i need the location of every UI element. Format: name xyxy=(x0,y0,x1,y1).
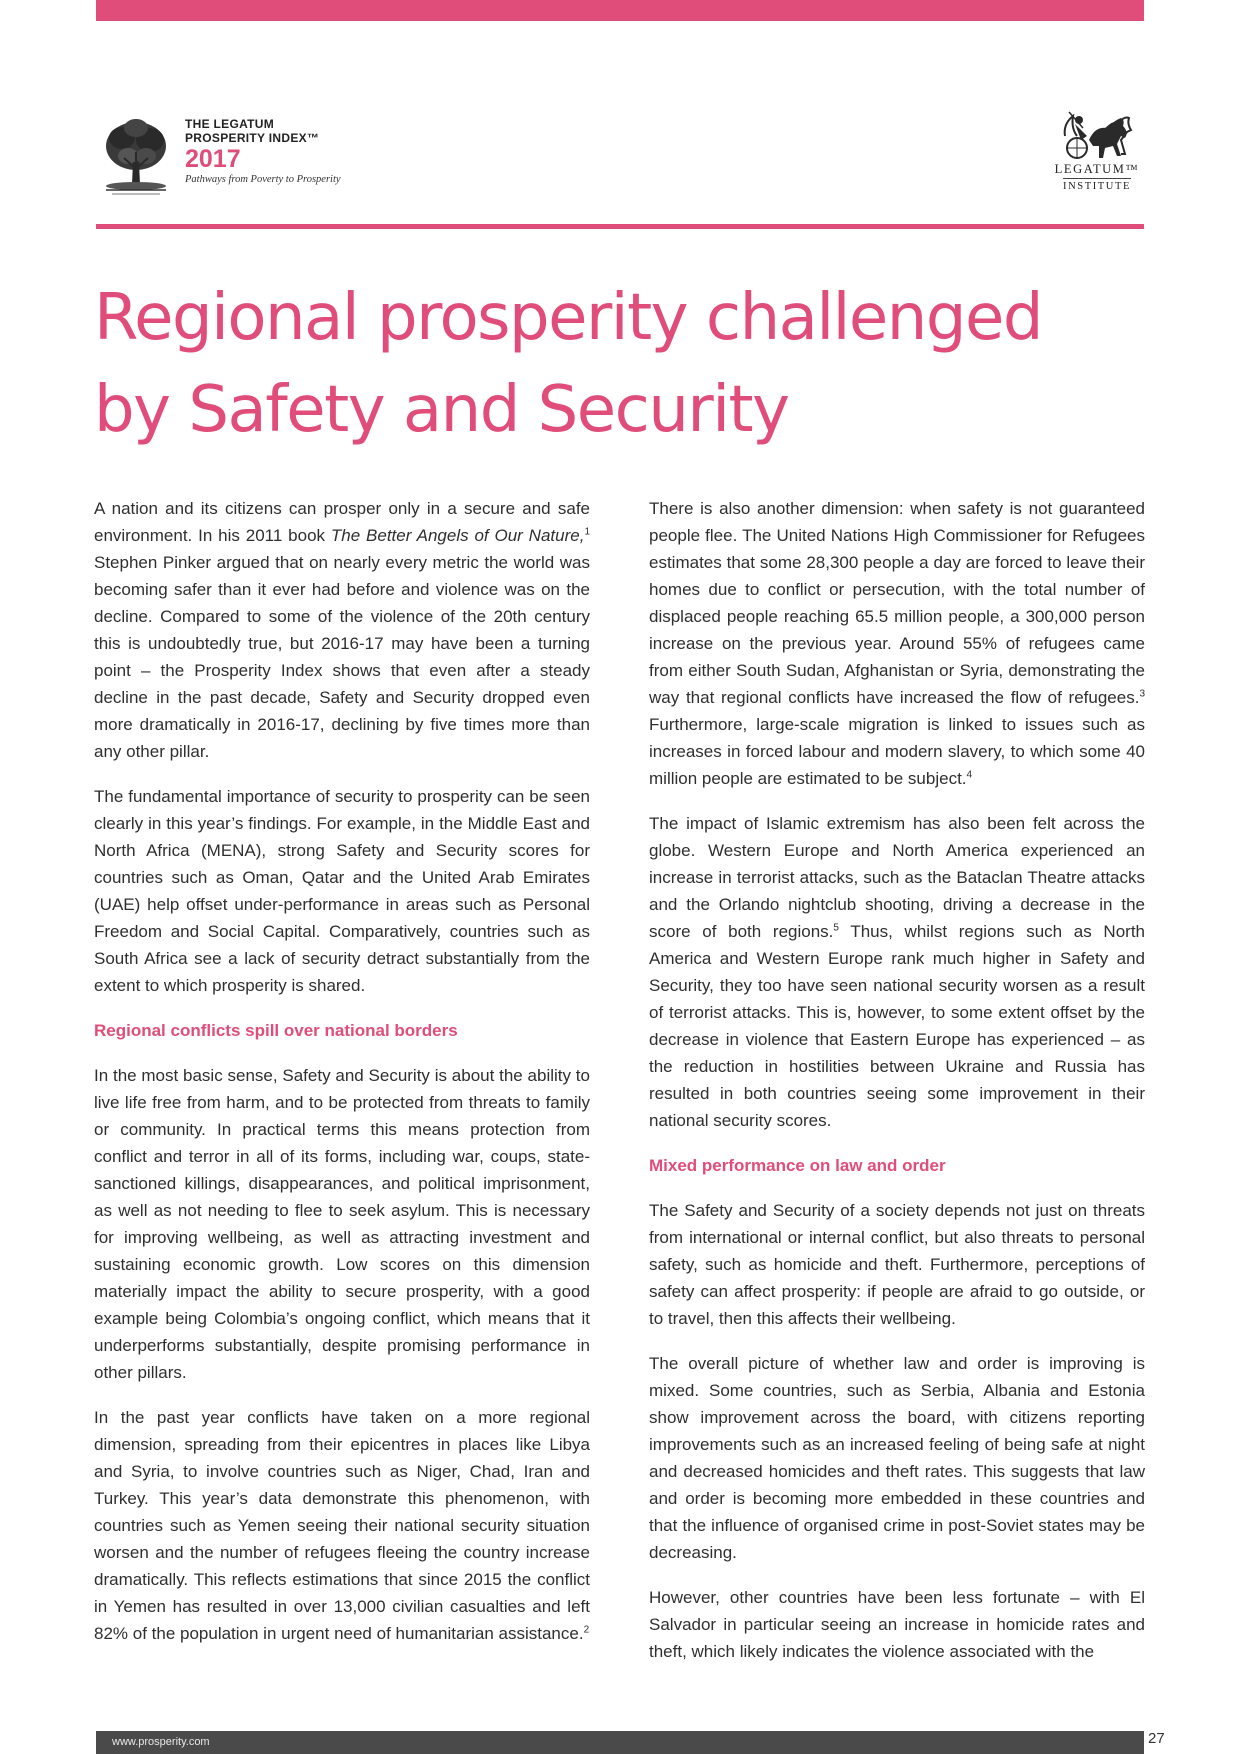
footnote-ref: 5 xyxy=(833,922,839,934)
paragraph: The fundamental importance of security to prosperity can be seen clearly in this year’s findings. For example, in the Middle East and North Africa (MENA), strong Safety and Security scores for countries such as Oman, Qatar and the United Arab Emirates (UAE) help offset under-performance in areas such as Personal Freedom and Social Capital. Comparatively, countries such as South Africa see a lack of security detract substantially from the extent to which prosperity is shared. xyxy=(94,787,590,995)
paragraph-text: The impact of Islamic extremism has also been felt across the globe. Western Europe and North America experienced an increase in terrorist attacks, such as the Bataclan Theatre attacks and the Orlando nightclub shooting, driving a decrease in the score of both regions. xyxy=(649,814,1145,941)
paragraph-text: Furthermore, large-scale migration is linked to issues such as increases in forced labour and modern slavery, to which some 40 million people are estimated to be subject. xyxy=(649,715,1145,788)
footer-url-link[interactable]: www.prosperity.com xyxy=(112,1736,210,1748)
chariot-icon xyxy=(1059,106,1135,162)
page-number: 27 xyxy=(1148,1730,1165,1747)
left-column xyxy=(94,495,590,1665)
paragraph-text: Thus, whilst regions such as North America and Western Europe rank much higher in Safety and Security, they too have seen national security worsen as a result of terrorist attacks. This is, however, to some extent offset by the decrease in violence that Eastern Europe has experienced – as the reduction in hostilities between Ukraine and Russia has resulted in both countries seeing some improvement in their national security scores. xyxy=(649,922,1146,1130)
paragraph xyxy=(649,495,1145,792)
title-line-1: Regional prosperity challenged xyxy=(94,281,1042,355)
paragraph xyxy=(649,810,1145,1134)
top-accent-bar xyxy=(96,0,1144,21)
paragraph-text: In the past year conflicts have taken on a more regional dimension, spreading from their epicentres in places like Libya and Syria, to involve countries such as Niger, Chad, Iran and Turkey. This year’s data demonstrate this phenomenon, with countries such as Yemen seeing their national security situation worsen and the number of refugees fleeing the country increase dramatically. This reflects estimations that since 2015 the conflict in Yemen has resulted in over 13,000 civilian casualties and left 82% of the population in urgent need of humanitarian assistance. xyxy=(94,1408,590,1643)
paragraph: In the most basic sense, Safety and Security is about the ability to live life free from harm, and to be protected from threats to family or community. In practical terms this means protection from conflict and terror in all of its forms, including war, coups, state-sanctioned killings, disappearances, and political imprisonment, as well as not needing to flee to seek asylum. This is necessary for improving wellbeing, as well as attracting investment and sustaining economic growth. Low scores on this dimension materially impact the ability to secure prosperity, with a good example being Colombia’s ongoing conflict, which means that it underperforms substantially, despite promising performance in other pillars. xyxy=(94,1066,590,1382)
paragraph-text: A nation and its citizens can prosper only in a secure and safe environment. In his 2011 book xyxy=(94,499,590,545)
footnote-ref: 2 xyxy=(583,1624,590,1636)
paragraph xyxy=(94,1404,590,1647)
paragraph-text: There is also another dimension: when safety is not guaranteed people flee. The United Nations High Commissioner for Refugees estimates that some 28,300 people a day are forced to leave their homes due to conflict or persecution, with the total number of displaced people reaching 65.5 million people, a 300,000 person increase on the previous year. Around 55% of refugees came from either South Sudan, Afghanistan or Syria, demonstrating the way that regional conflicts have increased the flow of refugees. xyxy=(649,499,1145,707)
footnote-ref: 3 xyxy=(1139,688,1145,700)
footnote-ref: 4 xyxy=(966,769,973,781)
book-title: The Better Angels of Our Nature, xyxy=(330,526,585,545)
brand-line-1: THE LEGATUM xyxy=(185,117,275,131)
paragraph: The Safety and Security of a society depends not just on threats from international or internal conflict, but also threats to personal safety, such as homicide and theft. Furthermore, perceptions of safety can affect prosperity: if people are afraid to go outside, or to travel, then this affects their wellbeing. xyxy=(649,1201,1145,1328)
footer-bar xyxy=(96,1731,1144,1754)
footnote-ref: 1 xyxy=(584,526,590,538)
brand-year: 2017 xyxy=(185,145,241,173)
section-heading: Regional conflicts spill over national borders xyxy=(94,1021,458,1040)
section-heading: Mixed performance on law and order xyxy=(649,1156,946,1175)
right-column xyxy=(649,495,1145,1683)
title-line-2: by Safety and Security xyxy=(94,373,789,447)
paragraph xyxy=(94,495,590,765)
paragraph: However, other countries have been less fortunate – with El Salvador in particular seeing an increase in homicide rates and theft, which likely indicates the violence associated with the xyxy=(649,1588,1145,1661)
brand-tagline: Pathways from Poverty to Prosperity xyxy=(185,174,341,185)
page-title xyxy=(94,272,1144,456)
tree-logo-icon xyxy=(98,116,174,198)
paragraph: The overall picture of whether law and order is improving is mixed. Some countries, such as Serbia, Albania and Estonia show improvement across the board, with citizens reporting improvements such as an increased feeling of being safe at night and decreased homicides and theft rates. This suggests that law and order is becoming more embedded in these countries and that the influence of organised crime in post-Soviet states may be decreasing. xyxy=(649,1354,1145,1562)
brand-line-2: PROSPERITY INDEX™ xyxy=(185,131,320,145)
institute-logo xyxy=(1052,106,1142,194)
paragraph-text: Stephen Pinker argued that on nearly every metric the world was becoming safer than it ever had before and violence was on the decline. Compared to some of the violence of the 20th century this is undoubtedly true, but 2016-17 may have been a turning point – the Prosperity Index shows that even after a steady decline in the past decade, Safety and Security dropped even more dramatically in 2016-17, declining by five times more than any other pillar. xyxy=(94,553,590,761)
brand-block xyxy=(185,117,341,185)
header-divider xyxy=(96,224,1144,229)
institute-name-line-2: INSTITUTE xyxy=(1063,178,1131,193)
institute-name-line-1: LEGATUM™ xyxy=(1054,162,1140,176)
